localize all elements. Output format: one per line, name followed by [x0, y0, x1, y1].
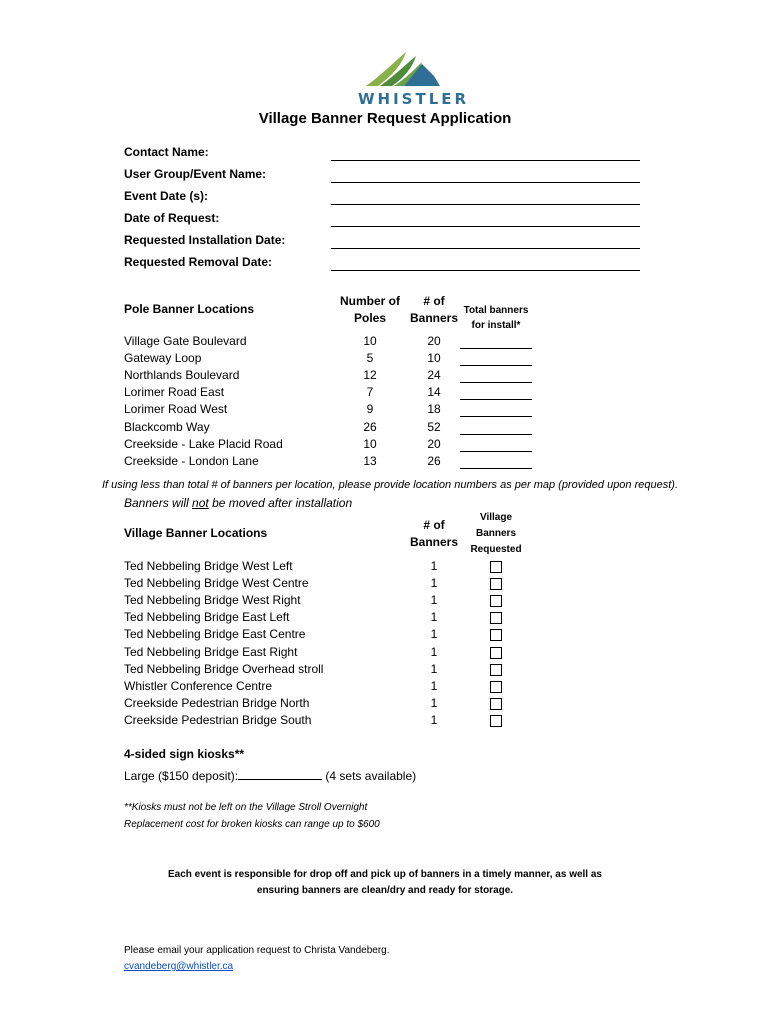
- field-input-line[interactable]: [331, 248, 640, 249]
- banner-count: 14: [427, 385, 441, 400]
- field-input-line[interactable]: [331, 182, 640, 183]
- village-col-req-line2: Banners: [475, 528, 516, 539]
- village-location-name: Ted Nebbeling Bridge West Left: [124, 559, 293, 573]
- pole-section-heading: Pole Banner Locations: [124, 302, 255, 316]
- banner-count: 20: [427, 334, 441, 348]
- contact-email-link[interactable]: cvandeberg@whistler.ca: [124, 961, 234, 972]
- col-banners-line1: # of: [423, 294, 445, 308]
- total-install-field[interactable]: [460, 348, 532, 349]
- kiosk-large-note: (4 sets available): [325, 769, 417, 783]
- village-col-req-line3: Requested: [470, 544, 522, 555]
- requested-checkbox[interactable]: [490, 612, 502, 624]
- village-location-name: Creekside Pedestrian Bridge South: [124, 712, 312, 727]
- field-input-line[interactable]: [331, 160, 640, 161]
- contact-line: Please email your application request to Christa Vandeberg.: [124, 945, 390, 956]
- village-location-name: Whistler Conference Centre: [124, 678, 273, 693]
- village-location-name: Ted Nebbeling Bridge West Right: [124, 593, 301, 608]
- kiosk-large-label: Large ($150 deposit):: [124, 769, 239, 783]
- village-col-banners-line1: # of: [423, 518, 445, 532]
- village-banner-count: 1: [430, 627, 438, 642]
- pole-count: 26: [363, 419, 377, 434]
- col-total-line2: for install*: [471, 320, 521, 331]
- banner-count: 24: [427, 368, 441, 383]
- pole-location-name: Gateway Loop: [124, 351, 202, 366]
- village-location-name: Ted Nebbeling Bridge Overhead stroll: [124, 661, 324, 676]
- col-poles-line1: Number of: [340, 294, 400, 308]
- pole-location-name: Blackcomb Way: [124, 419, 210, 434]
- requested-checkbox[interactable]: [490, 664, 502, 676]
- pole-location-name: Northlands Boulevard: [124, 368, 240, 383]
- requested-checkbox[interactable]: [490, 595, 502, 607]
- pole-count: 5: [366, 351, 374, 366]
- field-label: Date of Request:: [124, 211, 220, 225]
- village-banner-count: 1: [430, 644, 438, 659]
- kiosk-heading: 4-sided sign kiosks**: [124, 747, 245, 761]
- total-install-field[interactable]: [460, 468, 532, 469]
- banner-count: 10: [427, 351, 441, 366]
- col-total-banners: [459, 303, 533, 333]
- mountain-logo-icon: [358, 46, 448, 90]
- village-banner-count: 1: [430, 678, 438, 693]
- banner-count: 20: [427, 436, 441, 451]
- village-banner-count: 1: [430, 576, 438, 591]
- field-label: User Group/Event Name:: [124, 167, 267, 181]
- field-label: Requested Installation Date:: [124, 233, 286, 247]
- village-col-banners-line2: Banners: [409, 535, 459, 549]
- pole-count: 13: [363, 453, 377, 468]
- banner-count: 18: [427, 402, 441, 417]
- total-install-field[interactable]: [460, 451, 532, 452]
- note-part-a: Banners will: [124, 496, 189, 510]
- field-input-line[interactable]: [331, 226, 640, 227]
- village-banner-count: 1: [430, 610, 438, 625]
- banner-count: 52: [427, 419, 441, 434]
- requested-checkbox[interactable]: [490, 561, 502, 573]
- pole-count: 10: [363, 436, 377, 451]
- kiosk-note-1: **Kiosks must not be left on the Village Stroll Overnight: [124, 802, 368, 813]
- village-section-heading: Village Banner Locations: [124, 526, 268, 540]
- pole-location-name: Creekside - London Lane: [124, 453, 259, 468]
- requested-checkbox[interactable]: [490, 681, 502, 693]
- col-number-of-banners: [408, 293, 460, 327]
- village-banner-count: 1: [430, 661, 438, 676]
- page-title: Village Banner Request Application: [258, 110, 512, 127]
- field-input-line[interactable]: [331, 204, 640, 205]
- field-input-line[interactable]: [331, 270, 640, 271]
- pole-count: 12: [363, 368, 377, 383]
- responsibility-line-1: Each event is responsible for drop off and pick up of banners in a timely manner, as well as: [167, 869, 602, 880]
- pole-location-name: Village Gate Boulevard: [124, 334, 247, 348]
- field-label: Event Date (s):: [124, 189, 209, 203]
- field-label: Contact Name:: [124, 145, 209, 159]
- pole-location-name: Lorimer Road East: [124, 385, 225, 400]
- pole-count: 7: [366, 385, 374, 400]
- total-install-field[interactable]: [460, 434, 532, 435]
- pole-count: 10: [363, 334, 377, 348]
- village-banner-count: 1: [430, 559, 438, 573]
- pole-location-name: Lorimer Road West: [124, 402, 228, 417]
- village-banner-count: 1: [430, 593, 438, 608]
- pole-count: 9: [366, 402, 374, 417]
- note-part-c: be moved after installation: [212, 496, 353, 510]
- village-location-name: Ted Nebbeling Bridge East Left: [124, 610, 290, 625]
- note-part-not: not: [192, 496, 209, 510]
- village-location-name: Ted Nebbeling Bridge East Right: [124, 644, 298, 659]
- requested-checkbox[interactable]: [490, 578, 502, 590]
- village-col-req-line1: Village: [479, 512, 513, 523]
- village-col-banners: [408, 517, 460, 551]
- col-total-line1: Total banners: [463, 305, 529, 316]
- requested-checkbox[interactable]: [490, 629, 502, 641]
- logo-wordmark: WHISTLER: [358, 90, 470, 108]
- pole-note-map: If using less than total # of banners per location, please provide location numbers as per map (provided upon request).: [102, 479, 679, 491]
- col-banners-line2: Banners: [409, 311, 459, 325]
- responsibility-line-2: ensuring banners are clean/dry and ready for storage.: [256, 885, 514, 896]
- requested-checkbox[interactable]: [490, 647, 502, 659]
- whistler-logo: [358, 46, 470, 110]
- banner-count: 26: [427, 453, 441, 468]
- pole-note-not-moved: [124, 496, 352, 510]
- pole-location-name: Creekside - Lake Placid Road: [124, 436, 283, 451]
- total-install-field[interactable]: [460, 382, 532, 383]
- total-install-field[interactable]: [460, 365, 532, 366]
- kiosk-large-row: [124, 767, 416, 783]
- col-number-of-poles: [336, 293, 404, 327]
- village-banner-count: 1: [430, 695, 438, 710]
- village-location-name: Creekside Pedestrian Bridge North: [124, 695, 310, 710]
- kiosk-note-2: Replacement cost for broken kiosks can range up to $600: [124, 819, 380, 830]
- kiosk-large-field[interactable]: [238, 767, 322, 780]
- col-poles-line2: Poles: [353, 311, 386, 325]
- requested-checkbox[interactable]: [490, 715, 502, 727]
- total-install-field[interactable]: [460, 416, 532, 417]
- village-location-name: Ted Nebbeling Bridge West Centre: [124, 576, 309, 591]
- village-col-requested: [464, 510, 528, 558]
- village-banner-count: 1: [430, 712, 438, 727]
- village-location-name: Ted Nebbeling Bridge East Centre: [124, 627, 306, 642]
- requested-checkbox[interactable]: [490, 698, 502, 710]
- total-install-field[interactable]: [460, 399, 532, 400]
- field-label: Requested Removal Date:: [124, 255, 273, 269]
